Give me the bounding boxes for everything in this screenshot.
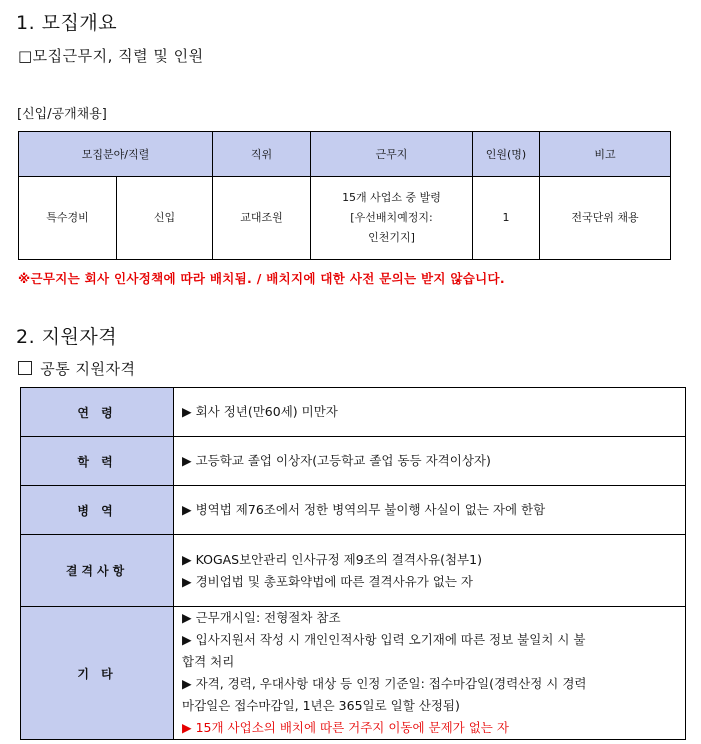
row-value-other bbox=[174, 607, 686, 740]
section1-title: 1. 모집개요 bbox=[16, 12, 118, 34]
row-value-disqualification bbox=[174, 535, 686, 607]
cell-note: 전국단위 채용 bbox=[540, 177, 671, 260]
recruit-category: [신입/공개채용] bbox=[17, 107, 107, 122]
location-line-1: 15개 사업소 중 발령 bbox=[342, 191, 441, 204]
table-header-row bbox=[19, 132, 671, 177]
row-value-education: ▶ 고등학교 졸업 이상자(고등학교 졸업 동등 자격이상자) bbox=[174, 437, 686, 486]
location-line-2: [우선배치예정지: bbox=[350, 211, 433, 224]
cell-count: 1 bbox=[473, 177, 540, 260]
section2-title: 2. 지원자격 bbox=[16, 326, 118, 348]
table-row bbox=[21, 535, 686, 607]
cell-location bbox=[311, 177, 473, 260]
row-value-age: ▶ 회사 정년(만60세) 미만자 bbox=[174, 388, 686, 437]
location-line-3: 인천기지] bbox=[368, 231, 415, 244]
other-line-red: ▶ 15개 사업소의 배치에 따른 거주지 이동에 문제가 없는 자 bbox=[182, 720, 509, 735]
row-label-disqualification: 결격사항 bbox=[21, 535, 174, 607]
header-count: 인원(명) bbox=[473, 132, 540, 177]
row-value-military: ▶ 병역법 제76조에서 정한 병역의무 불이행 사실이 없는 자에 한함 bbox=[174, 486, 686, 535]
other-line-3: 합격 처리 bbox=[182, 654, 235, 669]
table-row bbox=[19, 177, 671, 260]
cell-type: 신입 bbox=[117, 177, 213, 260]
disqualification-line-2: ▶ 경비업법 및 총포화약법에 따른 결격사유가 없는 자 bbox=[182, 573, 474, 589]
table-row bbox=[21, 607, 686, 740]
section2-subtitle-wrap bbox=[18, 358, 136, 379]
header-field: 모집분야/직렬 bbox=[19, 132, 213, 177]
row-label-age: 연 령 bbox=[21, 388, 174, 437]
cell-field: 특수경비 bbox=[19, 177, 117, 260]
other-line-2: ▶ 입사지원서 작성 시 개인인적사항 입력 오기재에 따른 정보 불일치 시 불 bbox=[182, 632, 586, 647]
other-line-1: ▶ 근무개시일: 전형절차 참조 bbox=[182, 610, 341, 625]
other-line-5: 마감일은 접수마감일, 1년은 365일로 일할 산정됨) bbox=[182, 698, 460, 713]
recruit-table bbox=[18, 131, 671, 260]
header-position: 직위 bbox=[213, 132, 311, 177]
table-row bbox=[21, 437, 686, 486]
cell-position: 교대조원 bbox=[213, 177, 311, 260]
row-label-other: 기 타 bbox=[21, 607, 174, 740]
disqualification-line-1: ▶ KOGAS보안관리 인사규정 제9조의 결격사유(첨부1) bbox=[182, 551, 482, 567]
section1-subtitle: □모집근무지, 직렬 및 인원 bbox=[18, 47, 204, 65]
row-label-military: 병 역 bbox=[21, 486, 174, 535]
placement-warning: ※근무지는 회사 인사정책에 따라 배치됨. / 배치지에 대한 사전 문의는 받지 않습니다. bbox=[18, 271, 505, 286]
row-label-education: 학 력 bbox=[21, 437, 174, 486]
header-note: 비고 bbox=[540, 132, 671, 177]
checkbox-square-icon bbox=[18, 361, 32, 375]
table-row bbox=[21, 388, 686, 437]
table-row bbox=[21, 486, 686, 535]
qualification-table bbox=[20, 387, 686, 740]
section2-subtitle: 공통 지원자격 bbox=[40, 360, 136, 378]
other-line-4: ▶ 자격, 경력, 우대사항 대상 등 인정 기준일: 접수마감일(경력산정 시 경력 bbox=[182, 676, 587, 691]
header-location: 근무지 bbox=[311, 132, 473, 177]
